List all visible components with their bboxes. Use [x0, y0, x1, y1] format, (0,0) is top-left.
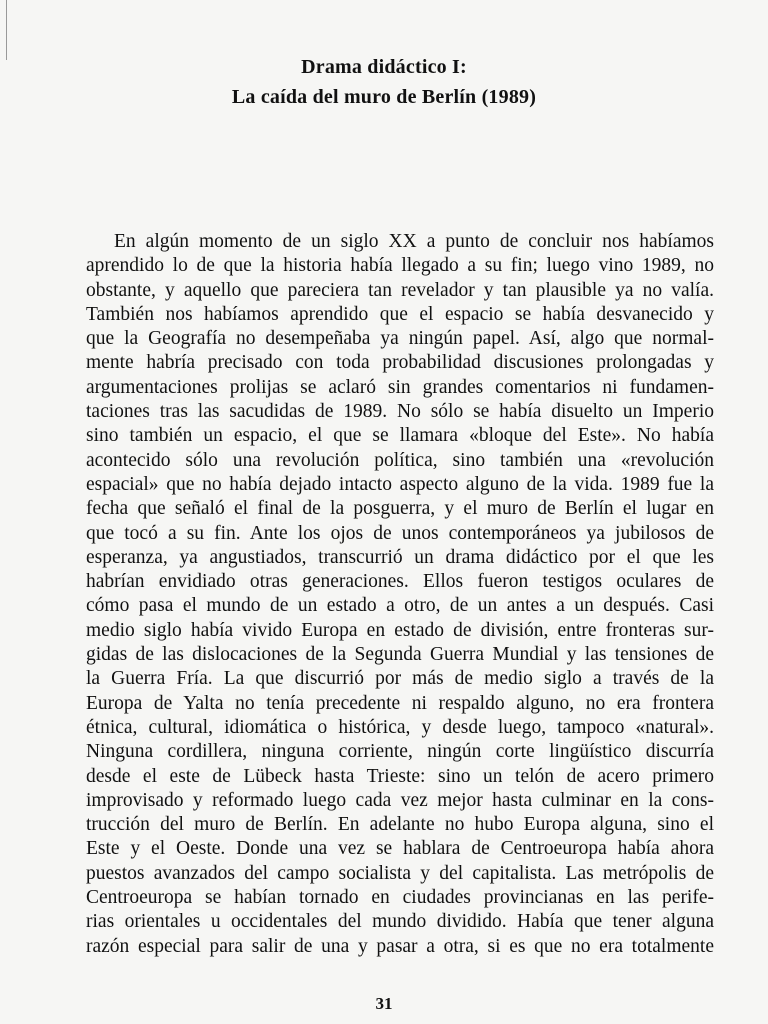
text-line: étnica, cultural, idiomática o histórica, y desde luego, tampoco «natural». [86, 716, 714, 738]
text-line: trucción del muro de Berlín. En adelante no hubo Europa alguna, sino el [86, 814, 714, 836]
text-line: la Guerra Fría. La que discurrió por más de medio siglo a través de la [86, 668, 714, 690]
text-line: obstante, y aquello que pareciera tan revelador y tan plausible ya no valía. [86, 279, 714, 301]
text-line: acontecido sólo una revolución política, sino también una «revolución [86, 449, 714, 471]
text-line: mente habría precisado con toda probabilidad discusiones prolongadas y [86, 352, 714, 374]
text-line: Centroeuropa se habían tornado en ciudades provincianas en las perife- [86, 887, 714, 909]
text-line: También nos habíamos aprendido que el espacio se había desvanecido y [86, 303, 714, 325]
page-number: 31 [375, 994, 393, 1013]
text-line: habrían envidiado otras generaciones. Ellos fueron testigos oculares de [86, 571, 714, 593]
text-line: puestos avanzados del campo socialista y del capitalista. Las metrópolis de [86, 862, 714, 884]
text-line: sino también un espacio, el que se llamara «bloque del Este». No había [86, 425, 714, 447]
text-line: Europa de Yalta no tenía precedente ni respaldo alguno, no era frontera [86, 692, 714, 714]
text-line: gidas de las dislocaciones de la Segunda Guerra Mundial y las tensiones de [86, 644, 714, 666]
text-line: argumentaciones prolijas se aclaró sin grandes comentarios ni fundamen- [86, 376, 714, 398]
body-paragraph [86, 230, 714, 959]
text-line: aprendido lo de que la historia había llegado a su fin; luego vino 1989, no [86, 255, 714, 277]
text-line: taciones tras las sacudidas de 1989. No sólo se había disuelto un Imperio [86, 401, 714, 423]
text-line: espacial» que no había dejado intacto aspecto alguno de la vida. 1989 fue la [86, 473, 714, 495]
text-line: razón especial para salir de una y pasar a otra, si es que no era totalmente [86, 935, 714, 957]
text-line: rias orientales u occidentales del mundo dividido. Había que tener alguna [86, 911, 714, 933]
text-line: Ninguna cordillera, ninguna corriente, ningún corte lingüístico discurría [86, 741, 714, 763]
text-line: improvisado y reformado luego cada vez mejor hasta culminar en la cons- [86, 789, 714, 811]
chapter-title-line-2: La caída del muro de Berlín (1989) [231, 86, 537, 108]
text-line: que tocó a su fin. Ante los ojos de unos contemporáneos ya jubilosos de [86, 522, 714, 544]
text-line: esperanza, ya angustiados, transcurrió un drama didáctico por el que les [86, 546, 714, 568]
text-line: fecha que señaló el final de la posguerra, y el muro de Berlín el lugar en [86, 498, 714, 520]
text-line: medio siglo había vivido Europa en estado de división, entre fronteras sur- [86, 619, 714, 641]
text-line: que la Geografía no desempeñaba ya ningún papel. Así, algo que normal- [86, 328, 714, 350]
chapter-title-line-1: Drama didáctico I: [301, 56, 467, 78]
text-line: cómo pasa el mundo de un estado a otro, de un antes a un después. Casi [86, 595, 714, 617]
text-line: desde el este de Lübeck hasta Trieste: sino un telón de acero primero [86, 765, 714, 787]
text-line: En algún momento de un siglo XX a punto de concluir nos habíamos [114, 231, 714, 252]
text-line: Este y el Oeste. Donde una vez se hablara de Centroeuropa había ahora [86, 838, 714, 860]
page-edge-mark [6, 0, 7, 60]
